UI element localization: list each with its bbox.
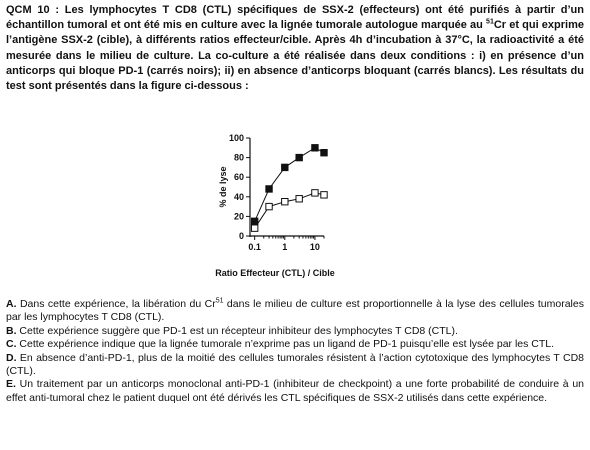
data-point-series-1 xyxy=(296,154,302,160)
question-label: QCM 10 : xyxy=(6,4,60,16)
data-point-series-1 xyxy=(282,164,288,170)
lysis-chart xyxy=(200,128,350,283)
data-point-series-2 xyxy=(266,203,272,209)
answer-letter-c: C. xyxy=(6,338,17,351)
isotope-mass-number: 51 xyxy=(486,18,494,26)
data-point-series-1 xyxy=(321,150,327,156)
answer-option-d[interactable] xyxy=(6,352,584,379)
answer-option-a[interactable] xyxy=(6,298,584,325)
y-tick-label: 60 xyxy=(233,172,244,183)
x-axis-label: Ratio Effecteur (CTL) / Cible xyxy=(215,268,335,278)
data-point-series-2 xyxy=(321,192,327,198)
answer-text-a-end: dans le milieu de culture est proportionnelle à la lyse des cellules tumorales par les lymphocytes T CD8 (CTL). xyxy=(6,298,584,324)
data-point-series-2 xyxy=(312,190,318,196)
y-tick-label: 40 xyxy=(233,191,244,202)
answer-text-c: Cette expérience indique que la lignée tumorale n’exprime pas un ligand de PD-1 puisqu’elle est lysée par les CTL. xyxy=(16,338,555,351)
data-point-series-1 xyxy=(251,218,257,224)
answer-letter-e: E. xyxy=(6,378,16,391)
answer-letter-d: D. xyxy=(6,351,17,364)
answer-letter-a: A. xyxy=(6,298,17,310)
y-tick-label: 100 xyxy=(228,133,244,143)
answer-letter-b: B. xyxy=(6,324,17,337)
y-tick-label: 0 xyxy=(238,231,244,241)
data-point-series-2 xyxy=(296,196,302,202)
answer-sup-a: 51 xyxy=(215,297,224,305)
answer-text-e: Un traitement par un anticorps monoclonal anti-PD-1 (inhibiteur de checkpoint) a une forte probabilité de conduire à un effet anti-tumoral chez le patient duquel ont été dérivés les CTL spécifiques de SSX-2 utilisés dans cette expérience. xyxy=(6,378,584,404)
answer-text-a: Dans cette expérience, la libération du Cr xyxy=(16,298,216,310)
answer-option-e[interactable] xyxy=(6,378,584,405)
data-point-series-1 xyxy=(266,186,272,192)
y-tick-label: 20 xyxy=(233,211,244,222)
data-point-series-1 xyxy=(312,145,318,151)
answer-options xyxy=(6,298,584,405)
answer-text-b: Cette expérience suggère que PD-1 est un récepteur inhibiteur des lymphocytes T CD8 (CTL). xyxy=(16,324,458,337)
question-text-part-1: Les lymphocytes T CD8 (CTL) spécifiques de SSX-2 (effecteurs) ont été purifiés à partir d’un échantillon tumoral et ont été mis en culture avec la lignée tumorale autologue marquée au xyxy=(6,4,584,32)
data-point-series-2 xyxy=(282,199,288,205)
answer-option-b[interactable] xyxy=(6,325,584,338)
lysis-chart-svg xyxy=(200,128,350,283)
data-point-series-2 xyxy=(251,225,257,231)
question-text-part-2: Cr et qui exprime l’antigène SSX-2 (cible), à différents ratios effecteur/cible. Après 4h d’incubation à 37°C, la radioactivité a été mesurée dans le milieu de culture. La co-culture a été réalisée dans deux conditions : i) en présence d’un anticorps qui bloque PD-1 (carrés noirs); ii) en absence d’anticorps bloquant (carrés blancs). Les résultats du test sont présentés dans la figure ci-dessous : xyxy=(6,19,584,93)
answer-text-d: En absence d’anti-PD-1, plus de la moitié des cellules tumorales résistent à l’action cytotoxique des lymphocytes T CD8 (CTL). xyxy=(6,351,584,378)
y-tick-label: 80 xyxy=(233,152,244,163)
y-axis-label: % de lyse xyxy=(218,166,228,208)
question-statement xyxy=(6,3,584,94)
answer-option-c[interactable] xyxy=(6,338,584,351)
x-tick-label: 0.1 xyxy=(248,242,261,252)
series-line-1 xyxy=(255,148,324,222)
x-tick-label: 1 xyxy=(282,242,288,252)
x-tick-label: 10 xyxy=(309,242,320,252)
